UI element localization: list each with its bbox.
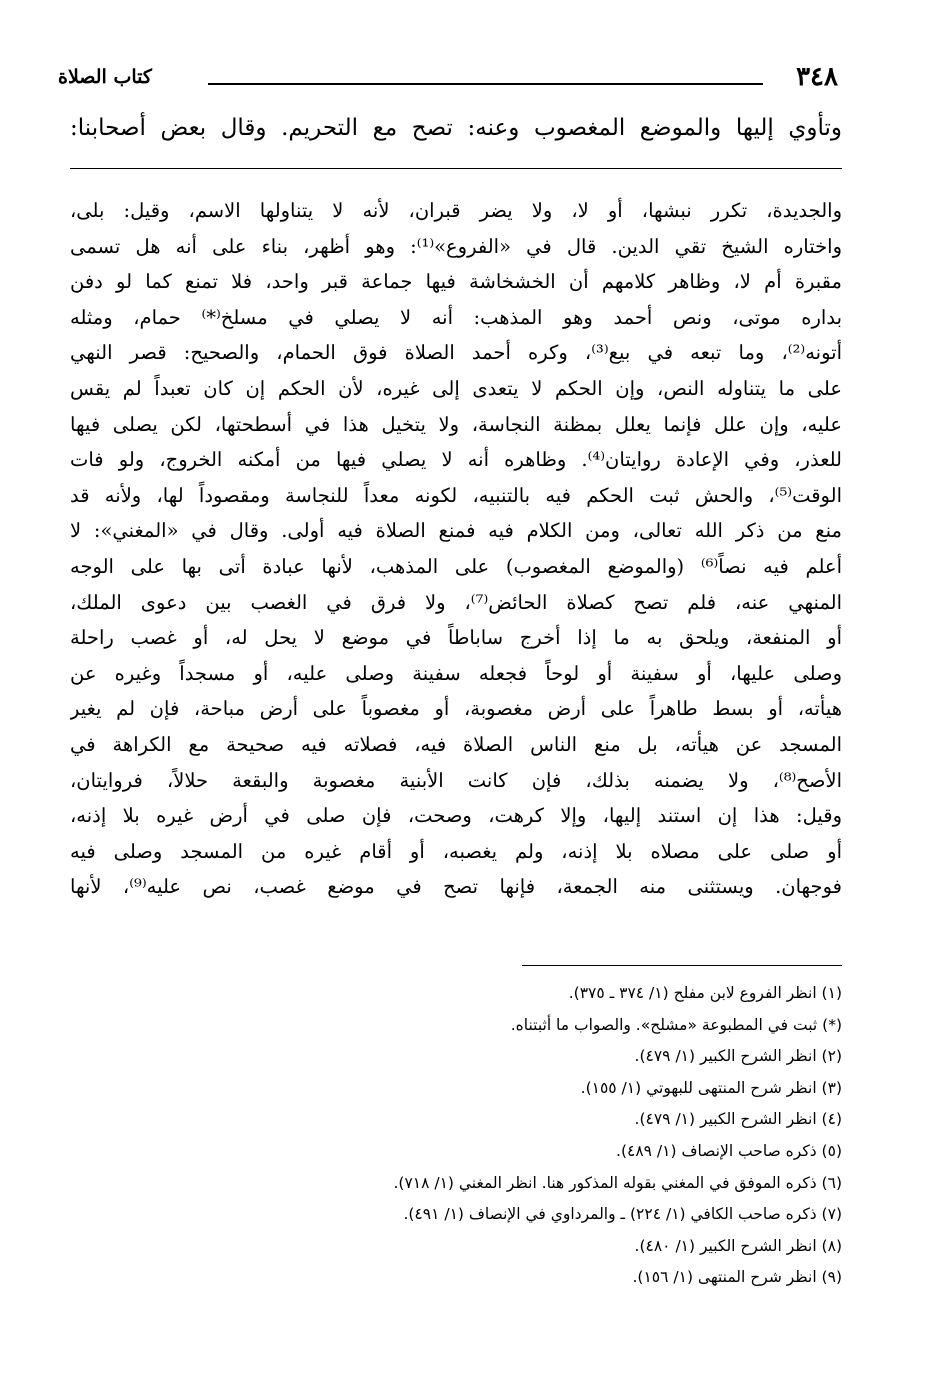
footnote: (٩) انظر شرح المنتهى (١/ ١٥٦). xyxy=(632,1268,842,1287)
body-line: وصلى عليها، أو سفينة أو لوحاً فجعله سفينة وصلى عليه، أو مسجداً وغيره عن xyxy=(70,661,842,685)
body-line: الأصح⁽⁸⁾، ولا يضمنه بذلك، فإن كانت الأبنية مغصوبة والبقعة حلالاً، فروايتان، xyxy=(70,768,842,792)
body-line: أعلم فيه نصاً⁽⁶⁾ (والموضع المغصوب) على المذهب، لأنها عبادة أتى بها على الوجه xyxy=(70,554,842,578)
footnote: (٤) انظر الشرح الكبير (١/ ٤٧٩). xyxy=(634,1110,842,1129)
page-number: ٣٤٨ xyxy=(796,62,838,92)
footnote: (*) ثبت في المطبوعة «مشلح». والصواب ما أثبتناه. xyxy=(510,1015,842,1034)
body-line: للعذر، وفي الإعادة روايتان⁽⁴⁾. وظاهره أنه لا يصلي فيها من أمكنه الخروج، ولو فات xyxy=(70,448,842,472)
body-line: أو المنفعة، ويلحق به ما إذا أخرج ساباطاً في موضع لا يحل له، أو غصب راحلة xyxy=(70,626,842,650)
footnote: (٣) انظر شرح المنتهى للبهوتي (١/ ١٥٥). xyxy=(580,1078,842,1097)
body-line: وقيل: هذا إن استند إليها، وإلا كرهت، وصحت، فإن صلى في أرض غيره بلا إذنه، xyxy=(70,804,842,828)
body-line: أتونه⁽²⁾، وما تبعه في بيع⁽³⁾، وكره أحمد الصلاة فوق الحمام، والصحيح: قصر النهي xyxy=(70,341,842,365)
body-line: المسجد عن هيأته، بل منع الناس الصلاة فيه، فصلاته فيه صحيحة مع الكراهة في xyxy=(70,732,842,756)
body-line: أو صلى على مصلاه بلا إذنه، ولم يغصبه، أو أقام غيره من المسجد وصلى فيه xyxy=(70,839,842,863)
footnote: (٥) ذكره صاحب الإنصاف (١/ ٤٨٩). xyxy=(616,1141,842,1160)
commentary-body xyxy=(70,193,842,905)
body-line: منع من ذكر الله تعالى، ومن الكلام فيه فمنع الصلاة فيه أولى. وقال في «المغني»: لا xyxy=(70,519,842,543)
footnote: (٨) انظر الشرح الكبير (١/ ٤٨٠). xyxy=(634,1236,842,1255)
body-line: بداره موتى، ونص أحمد وهو المذهب: أنه لا يصلي في مسلخ⁽*⁾ حمام، ومثله xyxy=(70,305,842,329)
matn-separator xyxy=(70,168,842,169)
book-title: كتاب الصلاة xyxy=(58,66,152,88)
body-line: المنهي عنه، فلم تصح كصلاة الحائض⁽⁷⁾، ولا فرق في الغصب بين دعوى الملك، xyxy=(70,590,842,614)
footnote-separator xyxy=(522,965,842,966)
footnotes xyxy=(70,978,842,1294)
footnote: (٦) ذكره الموفق في المغني بقوله المذكور هنا. انظر المغني (١/ ٧١٨). xyxy=(393,1173,842,1192)
header-rule xyxy=(208,83,763,85)
body-line: مقبرة أم لا، وظاهر كلامهم أن الخشخاشة فيها جماعة قبر واحد، فلا تمنع كما لو دفن xyxy=(70,270,842,294)
footnote: (١) انظر الفروع لابن مفلح (١/ ٣٧٤ ـ ٣٧٥). xyxy=(568,984,842,1002)
footnote: (٢) انظر الشرح الكبير (١/ ٤٧٩). xyxy=(634,1047,842,1066)
body-line: هيأته، أو بسط طاهراً على أرض مغصوبة، أو مغصوباً على أرض مباحة، فإن لم يغير xyxy=(70,697,842,721)
footnote: (٧) ذكره صاحب الكافي (١/ ٢٢٤) ـ والمرداوي في الإنصاف (١/ ٤٩١). xyxy=(403,1205,842,1224)
body-line: والجديدة، تكرر نبشها، أو لا، ولا يضر قبران، لأنه لا يتناولها الاسم، وقيل: بلى، xyxy=(70,199,842,222)
matn-text: وتأوي إليها والموضع المغصوب وعنه: تصح مع التحريم. وقال بعض أصحابنا: xyxy=(70,115,842,141)
body-line: على ما يتناوله النص، وإن الحكم لا يتعدى إلى غيره، لأن الحكم إن كان تعبداً لم يقس xyxy=(70,376,842,400)
body-line: الوقت⁽⁵⁾، والحش ثبت الحكم فيه بالتنبيه، لكونه معداً للنجاسة ومقصوداً لها، ولأنه قد xyxy=(70,483,842,507)
running-header xyxy=(58,60,838,94)
body-line: عليه، وإن علل فإنما يعلل بمظنة النجاسة، ولا يتخيل هذا في أسطحتها، لكن يصلى فيها xyxy=(70,412,842,436)
body-line: واختاره الشيخ تقي الدين. قال في «الفروع»⁽¹⁾: وهو أظهر، بناء على أنه هل تسمى xyxy=(70,234,842,258)
body-line: فوجهان. ويستثنى منه الجمعة، فإنها تصح في موضع غصب، نص عليه⁽⁹⁾، لأنها xyxy=(70,875,842,899)
